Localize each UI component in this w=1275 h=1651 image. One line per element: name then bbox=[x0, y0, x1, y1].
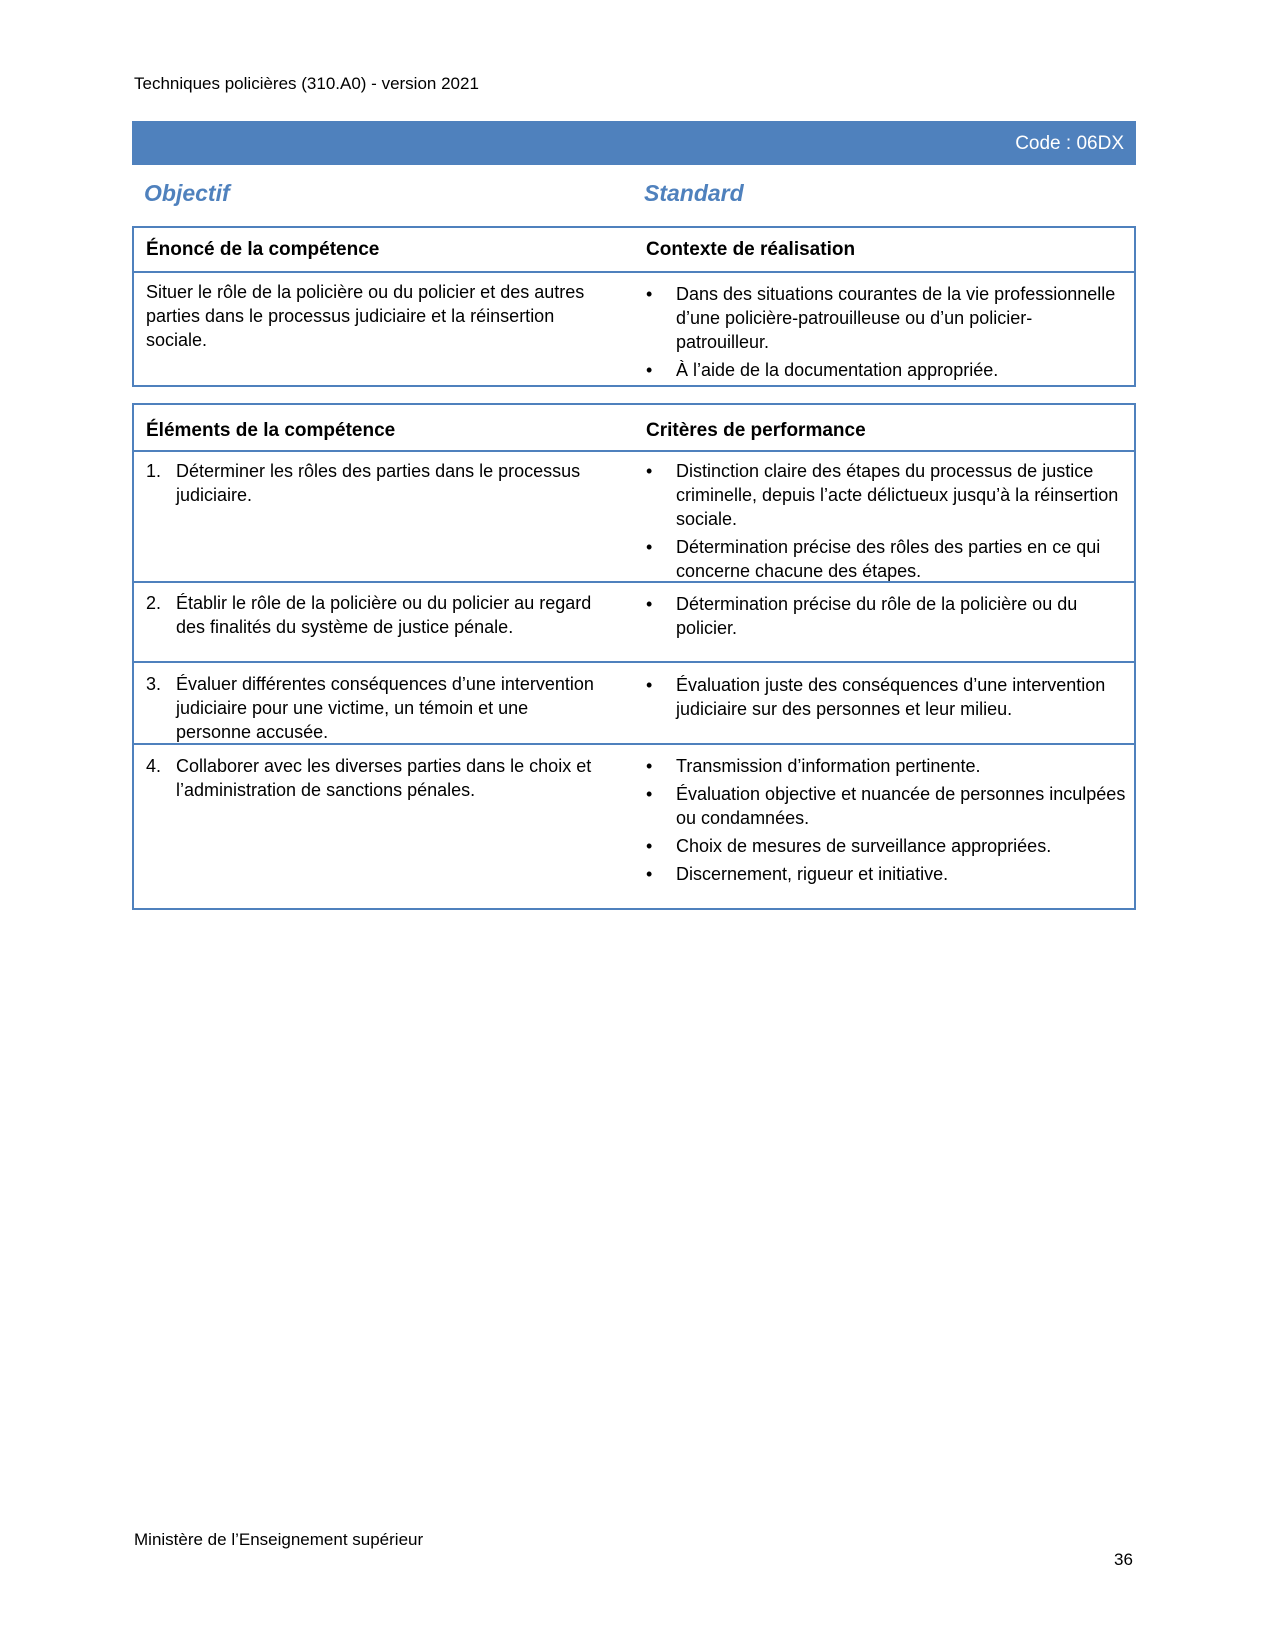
bullet-icon: • bbox=[646, 537, 653, 557]
table-divider bbox=[134, 271, 1134, 273]
bullet-icon: • bbox=[646, 836, 653, 856]
criteria-item: • Transmission d’information pertinente. bbox=[646, 756, 981, 776]
element-number: 1. bbox=[146, 461, 162, 481]
element-number: 2. bbox=[146, 593, 162, 613]
page-number: 36 bbox=[1114, 1550, 1133, 1569]
row-divider bbox=[134, 661, 1134, 663]
element-number: 3. bbox=[146, 674, 162, 694]
context-list bbox=[646, 282, 1116, 386]
criteria-header: Critères de performance bbox=[646, 420, 866, 441]
running-header: Techniques policières (310.A0) - version 2021 bbox=[134, 74, 479, 93]
footer-ministry: Ministère de l’Enseignement supérieur bbox=[134, 1530, 424, 1549]
heading-objectif: Objectif bbox=[144, 180, 230, 206]
statement-table bbox=[132, 226, 1136, 387]
criteria-list-4 bbox=[646, 754, 1128, 890]
criteria-list-3 bbox=[646, 673, 1128, 725]
code-bar bbox=[132, 121, 1136, 165]
criteria-list-2 bbox=[646, 592, 1128, 644]
bullet-icon: • bbox=[646, 594, 653, 614]
criteria-item: • Évaluation juste des conséquences d’une intervention judiciaire sur des personnes et leur milieu. bbox=[646, 675, 1106, 719]
criteria-item: • Choix de mesures de surveillance appropriées. bbox=[646, 836, 1052, 856]
bullet-icon: • bbox=[646, 756, 653, 776]
elements-header: Éléments de la compétence bbox=[146, 420, 396, 441]
criteria-item: • Discernement, rigueur et initiative. bbox=[646, 864, 949, 884]
bullet-icon: • bbox=[646, 784, 653, 804]
context-header: Contexte de réalisation bbox=[646, 239, 856, 260]
heading-standard: Standard bbox=[644, 180, 744, 206]
bullet-icon: • bbox=[646, 864, 653, 884]
element-item-3: 3. Évaluer différentes conséquences d’une intervention judiciaire pour une victime, un témoin et une personne accusée. bbox=[146, 674, 594, 742]
bullet-icon: • bbox=[646, 675, 653, 695]
competency-statement: Situer le rôle de la policière ou du policier et des autres parties dans le processus judiciaire et la réinsertion sociale. bbox=[146, 282, 585, 350]
bullet-icon: • bbox=[646, 360, 653, 380]
element-item-2: 2. Établir le rôle de la policière ou du policier au regard des finalités du système de justice pénale. bbox=[146, 593, 592, 637]
element-item-1: 1. Déterminer les rôles des parties dans le processus judiciaire. bbox=[146, 461, 581, 505]
context-item: • Dans des situations courantes de la vie professionnelle d’une policière-patrouilleuse ou d’un policier-patrouilleur. bbox=[646, 284, 1116, 352]
bullet-icon: • bbox=[646, 284, 653, 304]
element-number: 4. bbox=[146, 756, 162, 776]
context-item: • À l’aide de la documentation appropriée. bbox=[646, 360, 999, 380]
criteria-item: • Évaluation objective et nuancée de personnes inculpées ou condamnées. bbox=[646, 784, 1126, 828]
elements-table bbox=[132, 403, 1136, 910]
criteria-list-1 bbox=[646, 459, 1128, 587]
element-item-4: 4. Collaborer avec les diverses parties dans le choix et l’administration de sanctions pénales. bbox=[146, 756, 592, 800]
row-divider bbox=[134, 450, 1134, 452]
statement-header: Énoncé de la compétence bbox=[146, 239, 380, 260]
criteria-item: • Détermination précise du rôle de la policière ou du policier. bbox=[646, 594, 1078, 638]
competency-code: Code : 06DX bbox=[1015, 133, 1124, 154]
bullet-icon: • bbox=[646, 461, 653, 481]
criteria-item: • Détermination précise des rôles des parties en ce qui concerne chacune des étapes. bbox=[646, 537, 1101, 581]
criteria-item: • Distinction claire des étapes du processus de justice criminelle, depuis l’acte délictueux jusqu’à la réinsertion sociale. bbox=[646, 461, 1119, 529]
